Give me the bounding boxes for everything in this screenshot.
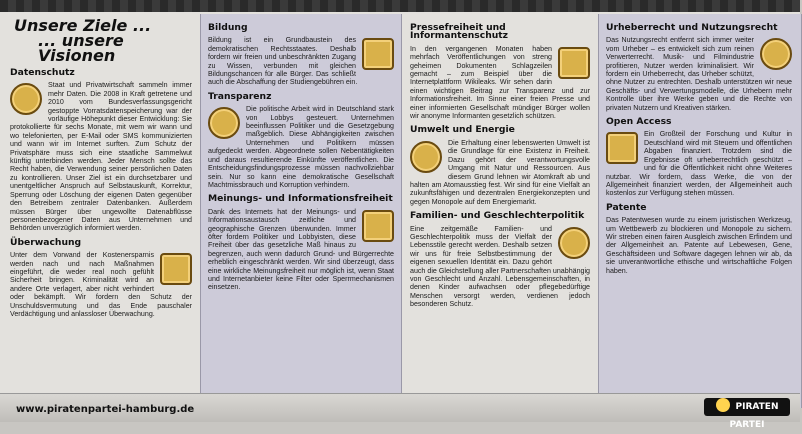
- magnifier-eye-icon: [208, 107, 240, 139]
- column-2: [208, 18, 394, 296]
- graduation-cap-icon: [362, 38, 394, 70]
- section-title-ueberwachung: Überwachung: [10, 236, 82, 248]
- section-title-familie: Familien- und Geschlechterpolitik: [410, 210, 585, 222]
- section-text-meinungsfreiheit: Dank des Internets hat der Meinungs- und Informationsaustausch zeitliche und geographische Grenzen überwunden. Immer öfter fordern Politiker und Lobbyisten, diese Freiheit über das gesetzliche Maß hinaus zu begrenzen, auch wenn dadurch Grund- und Bürgerrechte erheblich eingeschränkt werden. Wir sind überzeugt, dass eine wirkliche Meinungsfreiheit nur möglich ist, wenn Staat und Internetanbieter keine Filter oder Sperrmechanismen einsetzen.: [208, 207, 394, 292]
- section-text-umwelt: Die Erhaltung einer lebenswerten Umwelt ist die Grundlage für eine Existenz in Freiheit. Dazu gehört der verantwortungsvolle Umgang mit Natur und Ressourcen. Aus diesem Grund lehnen wir Atomkraft ab und halten am Atomausstieg fest. Wir sind für eine Vielfalt an zukunftsfähigen und dezentralen Energiekonzepten und gegen Monopole auf dem Energiemarkt.: [410, 138, 590, 206]
- section-text-openaccess: Ein Großteil der Forschung und Kultur in Deutschland wird mit Steuern und öffentlichen Abgaben finanziert. Trotzdem sind die Ergebnisse oft urheberrechtlich geschützt – und für die Öffentlichkeit nicht ohne Weiteres nutzbar. Wir fordern, dass Werke, die von der Allgemeinheit finanziert werden, der Allgemeinheit auch kostenlos zur Verfügung stehen müssen.: [606, 130, 792, 198]
- section-text-pressefreiheit: In den vergangenen Monaten haben mehrfach Veröffentlichungen von streng geheimen Dokumenten Schlagzeilen gemacht – zum Beispiel über die Internetplattform Wikileaks. Wir sehen darin einen wichtigen Beitrag zur Transparenz und zur Informationsfreiheit. Im Sinne einer freien Presse und einer informierten Gesellschaft mündiger Bürger wollen wir anonyme Informanten gesetzlich schützen.: [410, 44, 590, 121]
- section-title-umwelt: Umwelt und Energie: [410, 124, 515, 136]
- section-text-ueberwachung: Unter dem Vorwand der Kostenersparnis werden nach und nach Maßnahmen eingeführt, die weder real noch gefühlt Sicherheit bringen. Kriminalität wird an andere Orte verlagert, aber nicht verhindert oder bekämpft. Wir fordern den Schutz der Unschuldsvermutung und das Ende pauschaler Verdächtigung und anlassloser Überwachung.: [10, 251, 192, 318]
- tree-icon: [410, 141, 442, 173]
- section-text-patente: Das Patentwesen wurde zu einem juristischen Werkzeug, um Wettbewerb zu blockieren und Monopole zu sichern. Wir streben einen fairen Ausgleich zwischen Erfindern und der Allgemeinheit an. Patente auf Lebewesen, Gene, Geschäftsideen und Software dagegen lehnen wir ab, da sie unverantwortliche ethische und wirtschaftliche Folgen haben.: [606, 216, 792, 275]
- column-4: [606, 18, 792, 279]
- speech-icon: [362, 210, 394, 242]
- logo-text: PIRATEN PARTEI: [729, 402, 779, 430]
- section-title-openaccess: Open Access: [606, 116, 672, 128]
- section-title-urheberrecht: Urheberrecht und Nutzungsrecht: [606, 22, 778, 33]
- section-title-transparenz: Transparenz: [208, 90, 272, 102]
- pirate-sail-icon: [716, 398, 730, 412]
- section-text-familie: Eine zeitgemäße Familien- und Geschlechterpolitik muss der Vielfalt der Lebensstile gerecht werden. Deshalb setzen wir uns für freie Selbstbestimmung der eigenen sexuellen Identität ein. Dazu gehört auch die Gleichstellung aller Partnerschaften unabhängig von Geschlecht und Anzahl. Lebensgemeinschaften, in denen Kinder aufwachsen oder pflegebedürftige Menschen versorgt werden, verdienen jedoch besonderen Schutz.: [410, 224, 590, 309]
- section-text-urheberrecht: Das Nutzungsrecht entfernt sich immer weiter vom Urheber – es entwickelt sich zum reinen Verwerterrecht. Musik- und Filmindustrie profitieren, Nutzer werden kriminalisiert. Wir fordern ein Urheberrecht, das Urheber schützt, ohne Nutzer zu entrechten. Deshalb unterstützen wir neue Geschäfts- und Verwertungsmodelle, die Urhebern mehr Kontrolle über ihre Werke geben und die Rechte von privaten Nutzern und Kreativen stärken.: [606, 36, 792, 112]
- title-line-2: ... unsere Visionen: [38, 31, 124, 65]
- website-url[interactable]: www.piratenpartei-hamburg.de: [16, 404, 195, 415]
- section-title-datenschutz: Datenschutz: [10, 67, 75, 78]
- section-text-bildung: Bildung ist ein Grundbaustein des demokratischen Rechtsstaates. Deshalb fordern wir freien und unbeschränkten Zugang zu Wissen, verbunden mit gleichen Bildungschancen für alle Bürger. Das schließt auch die Abschaffung der Studiengebühren ein.: [208, 36, 358, 87]
- section-title-pressefreiheit: Pressefreiheit und Informantenschutz: [410, 22, 509, 42]
- section-text-transparenz: Die politische Arbeit wird in Deutschland stark von Lobbys gesteuert. Unternehmen beeinflussen Politiker und die Gesetzgebung maßgeblich. Diese Abhängigkeiten zwischen Unternehmen und Politikern müssen aufgedeckt werden. Abgeordnete sollen Nebentätigkeiten und daraus resultierende Einkünfte veröffentlichen. Die Entscheidungsfindungsprozesse müssen nachvollziehbar sein. Nur so kann eine demokratische Gesellschaft Machtmissbrauch und Korruption verhindern.: [208, 105, 394, 189]
- column-1: [10, 18, 192, 322]
- section-text-datenschutz: Staat und Privatwirtschaft sammeln immer mehr Daten. Die 2008 in Kraft getretene und 2010 vom Bundesverfassungsgericht gestoppte Vorratsdatenspeicherung war der vorläufige Höhepunkt dieser Entwicklung: Sie protokollierte für sechs Monate, mit wem wir wann und wo telefonierten, per E-Mail oder SMS kommunizierten und wann wir im Internet surften. Zum Schutz der Privatsphäre muss sich eine staatliche Sammelwut künftig unterbinden werden. Jeder Mensch sollte das Recht haben, die Verwendung seiner persönlichen Daten zu kontrollieren. Unser Ziel ist ein durchsetzbarer und unentgeltlicher Anspruch auf Selbstauskunft, Korrektur, Sperrung oder Löschung der eigenen Daten gegenüber den Betreibern zentraler Datenbanken. Außerdem müssen Bürger über ungewollte Datenabflüsse personenbezogener Daten aus Unternehmen und Behörden unverzüglich informiert werden.: [10, 81, 192, 233]
- section-title-patente: Patente: [606, 201, 647, 213]
- column-3: [410, 18, 590, 313]
- title-line-1: Unsere Ziele ...: [14, 16, 152, 35]
- page-title: [14, 18, 192, 63]
- section-title-meinungsfreiheit: Meinungs- und Informationsfreiheit: [208, 193, 393, 205]
- piratenpartei-logo: [704, 398, 790, 430]
- section-title-bildung: Bildung: [208, 22, 248, 33]
- gender-symbols-icon: [558, 227, 590, 259]
- camera-icon: [160, 253, 192, 285]
- open-access-documents-icon: [606, 132, 638, 164]
- newspaper-icon: [558, 47, 590, 79]
